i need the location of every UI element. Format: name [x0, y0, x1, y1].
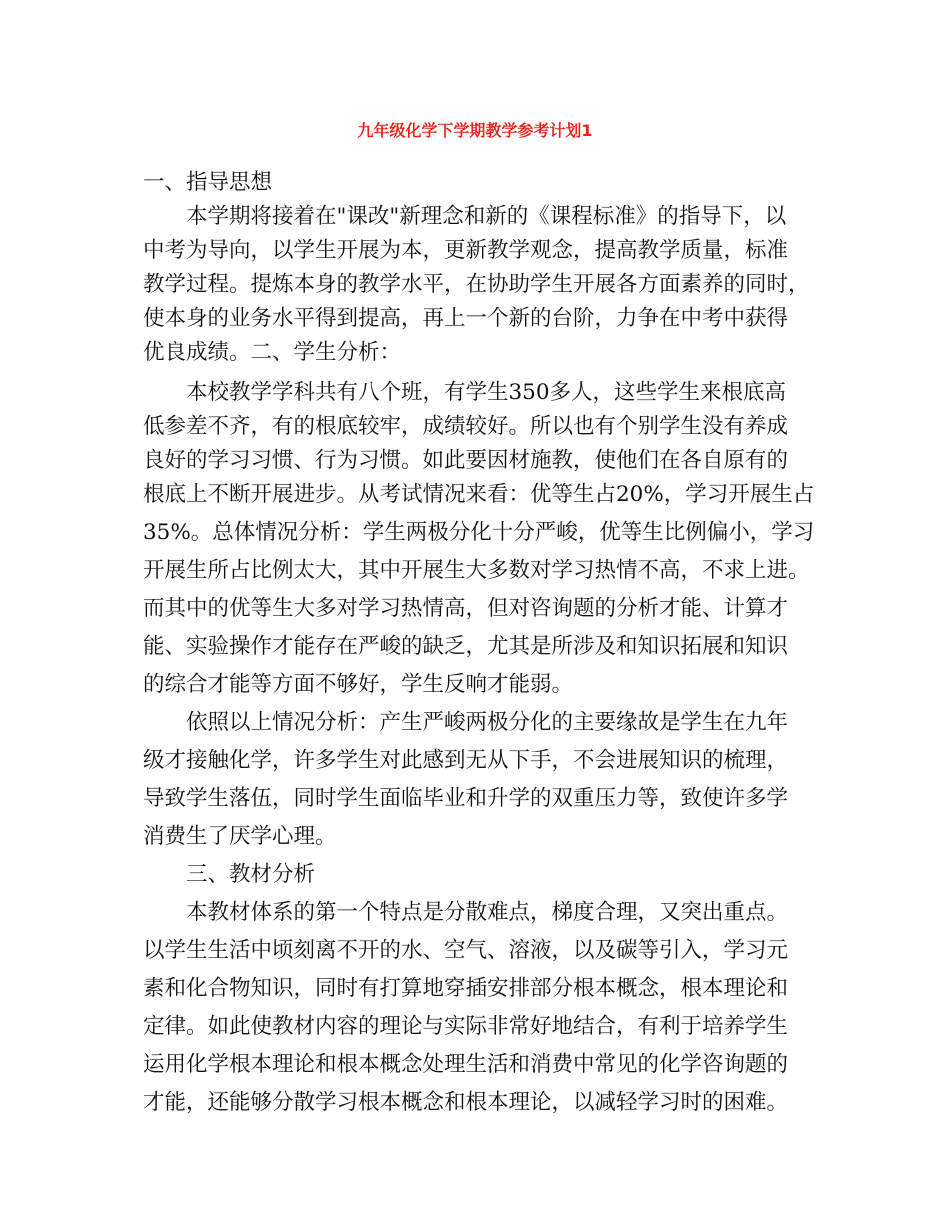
text-line: 本教材体系的第一个特点是分散难点，梯度合理，又突出重点。	[186, 900, 789, 925]
text-line: 导致学生落伍，同时学生面临毕业和升学的双重压力等，致使许多学	[143, 786, 789, 811]
text-line: 素和化合物知识，同时有打算地穿插安排部分根本概念，根本理论和	[143, 976, 789, 1001]
text-line: 根底上不断开展进步。从考试情况来看：优等生占20%，学习开展生占	[143, 482, 815, 507]
text-line: 优良成绩。二、学生分析：	[143, 340, 402, 365]
text-line: 运用化学根本理论和根本概念处理生活和消费中常见的化学咨询题的	[143, 1052, 789, 1077]
text-line: 本校教学学科共有八个班，有学生350多人，这些学生来根底高	[186, 380, 787, 405]
text-line: 才能，还能够分散学习根本概念和根本理论，以减轻学习时的困难。	[143, 1090, 789, 1115]
text-line: 教学过程。提炼本身的教学水平，在协助学生开展各方面素养的同时，	[143, 272, 810, 297]
text-line: 开展生所占比例太大，其中开展生大多数对学习热情不高，不求上进。	[143, 558, 810, 583]
heading-guiding-ideology: 一、指导思想	[143, 170, 273, 195]
text-line: 良好的学习习惯、行为习惯。如此要因材施教，使他们在各自原有的	[143, 448, 789, 473]
text-line: 中考为导向，以学生开展为本，更新教学观念，提高教学质量，标准	[143, 238, 789, 263]
text-line: 定律。如此使教材内容的理论与实际非常好地结合，有利于培养学生	[143, 1014, 789, 1039]
text-line: 低参差不齐，有的根底较牢，成绩较好。所以也有个别学生没有养成	[143, 414, 789, 439]
text-line: 而其中的优等生大多对学习热情高，但对咨询题的分析才能、计算才	[143, 596, 789, 621]
text-line: 35%。总体情况分析：学生两极分化十分严峻，优等生比例偏小，学习	[143, 520, 815, 545]
text-line: 依照以上情况分析：产生严峻两极分化的主要缘故是学生在九年	[186, 710, 789, 735]
text-line: 消费生了厌学心理。	[143, 824, 337, 849]
document-title: 九年级化学下学期教学参考计划1	[357, 121, 593, 140]
text-line: 级才接触化学，许多学生对此感到无从下手，不会进展知识的梳理，	[143, 748, 789, 773]
text-line: 的综合才能等方面不够好，学生反响才能弱。	[143, 672, 574, 697]
text-line: 能、实验操作才能存在严峻的缺乏，尤其是所涉及和知识拓展和知识	[143, 634, 789, 659]
text-line: 使本身的业务水平得到提高，再上一个新的台阶，力争在中考中获得	[143, 306, 789, 331]
text-line: 以学生生活中顷刻离不开的水、空气、溶液，以及碳等引入，学习元	[143, 938, 789, 963]
text-line: 本学期将接着在"课改"新理念和新的《课程标准》的指导下，以	[186, 204, 787, 229]
heading-textbook-analysis: 三、教材分析	[186, 862, 316, 887]
